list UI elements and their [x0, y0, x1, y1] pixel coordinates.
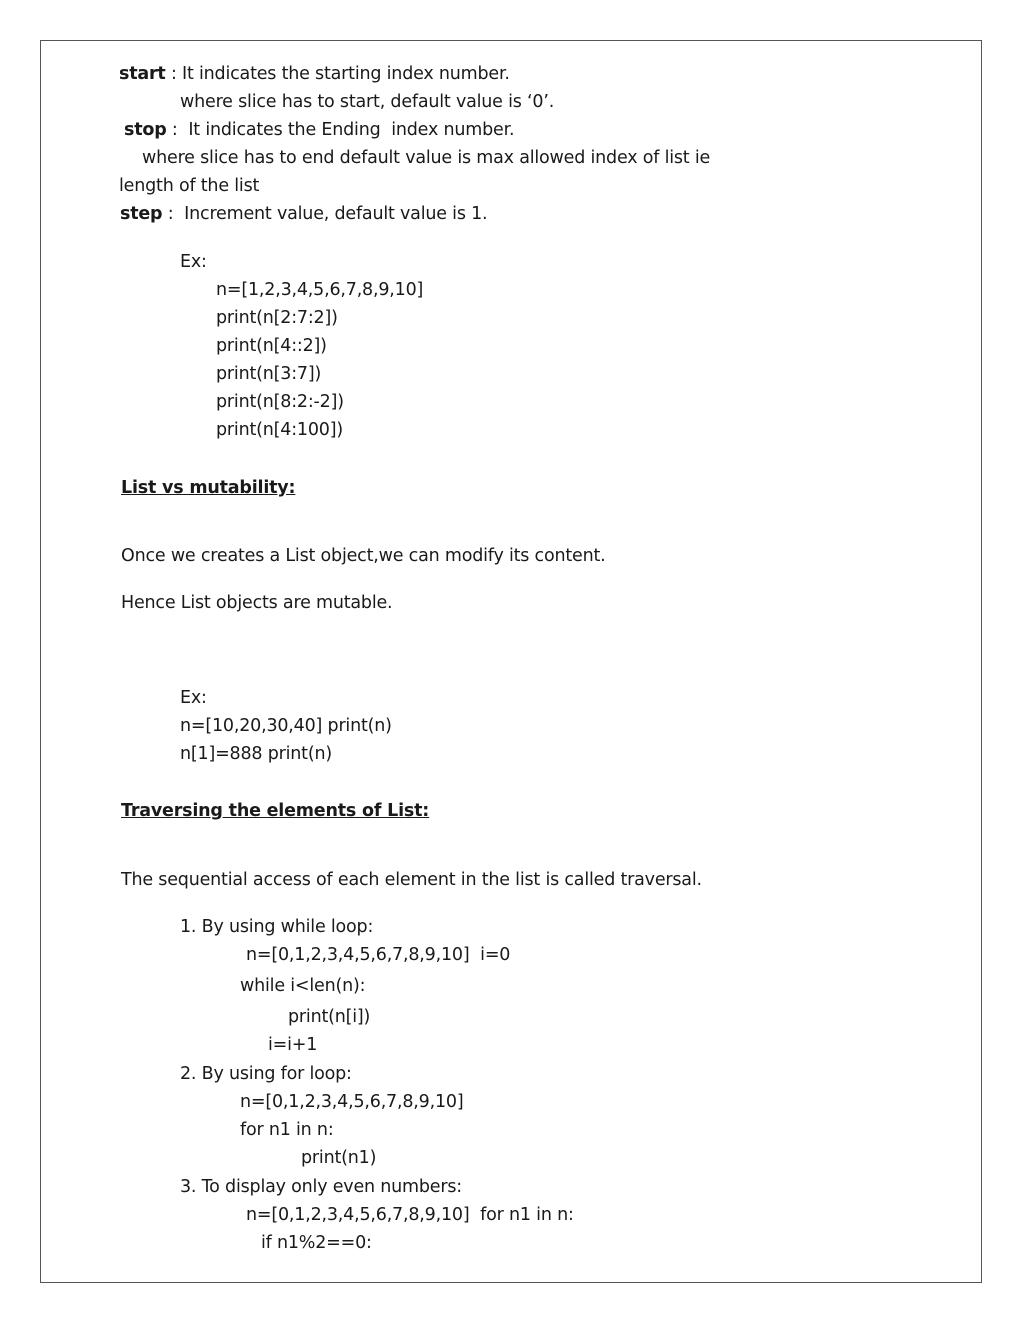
mutability-example-label: Ex:	[180, 688, 207, 708]
list-item-2	[180, 1063, 352, 1085]
code-line: i=i+1	[268, 1035, 318, 1055]
start-desc-cont: where slice has to start, default value is ‘0’.	[180, 92, 555, 112]
stop-desc: : It indicates the Ending index number.	[166, 120, 515, 140]
code-line: print(n[4::2])	[216, 336, 327, 356]
item-number: 1.	[180, 917, 197, 937]
code-line: n=[10,20,30,40] print(n)	[180, 716, 392, 736]
code-line: n[1]=888 print(n)	[180, 744, 332, 764]
traversal-heading: Traversing the elements of List:	[121, 801, 430, 821]
item-title: By using while loop:	[196, 917, 374, 937]
page-border	[40, 40, 982, 1283]
code-line: print(n[2:7:2])	[216, 308, 338, 328]
mutability-heading: List vs mutability:	[121, 478, 296, 498]
traversal-para: The sequential access of each element in the list is called traversal.	[121, 870, 702, 890]
item-number: 2.	[180, 1064, 197, 1084]
slice-example-label: Ex:	[180, 252, 207, 272]
code-line: n=[0,1,2,3,4,5,6,7,8,9,10] i=0	[246, 945, 511, 965]
step-term: step	[120, 204, 163, 224]
code-line: while i<len(n):	[240, 976, 366, 996]
stop-definition	[124, 119, 514, 141]
code-line: for n1 in n:	[240, 1120, 334, 1140]
code-line: n=[1,2,3,4,5,6,7,8,9,10]	[216, 280, 424, 300]
code-line: if n1%2==0:	[261, 1233, 372, 1253]
code-line: print(n[i])	[288, 1007, 371, 1027]
mutability-para-2: Hence List objects are mutable.	[121, 593, 393, 613]
step-definition	[120, 203, 487, 225]
start-desc: : It indicates the starting index number.	[165, 64, 510, 84]
list-item-3	[180, 1176, 462, 1198]
code-line: n=[0,1,2,3,4,5,6,7,8,9,10]	[240, 1092, 464, 1112]
stop-desc-cont2: length of the list	[119, 176, 260, 196]
start-term: start	[119, 64, 166, 84]
code-line: n=[0,1,2,3,4,5,6,7,8,9,10] for n1 in n:	[246, 1205, 574, 1225]
item-title: By using for loop:	[196, 1064, 352, 1084]
start-definition	[119, 63, 510, 85]
item-number: 3.	[180, 1177, 197, 1197]
item-title: To display only even numbers:	[196, 1177, 462, 1197]
code-line: print(n[4:100])	[216, 420, 343, 440]
code-line: print(n[8:2:-2])	[216, 392, 344, 412]
code-line: print(n[3:7])	[216, 364, 322, 384]
list-item-1	[180, 916, 373, 938]
stop-term: stop	[124, 120, 167, 140]
stop-desc-cont: where slice has to end default value is max allowed index of list ie	[142, 148, 711, 168]
mutability-para-1: Once we creates a List object,we can modify its content.	[121, 546, 606, 566]
step-desc: : Increment value, default value is 1.	[162, 204, 488, 224]
code-line: print(n1)	[301, 1148, 377, 1168]
